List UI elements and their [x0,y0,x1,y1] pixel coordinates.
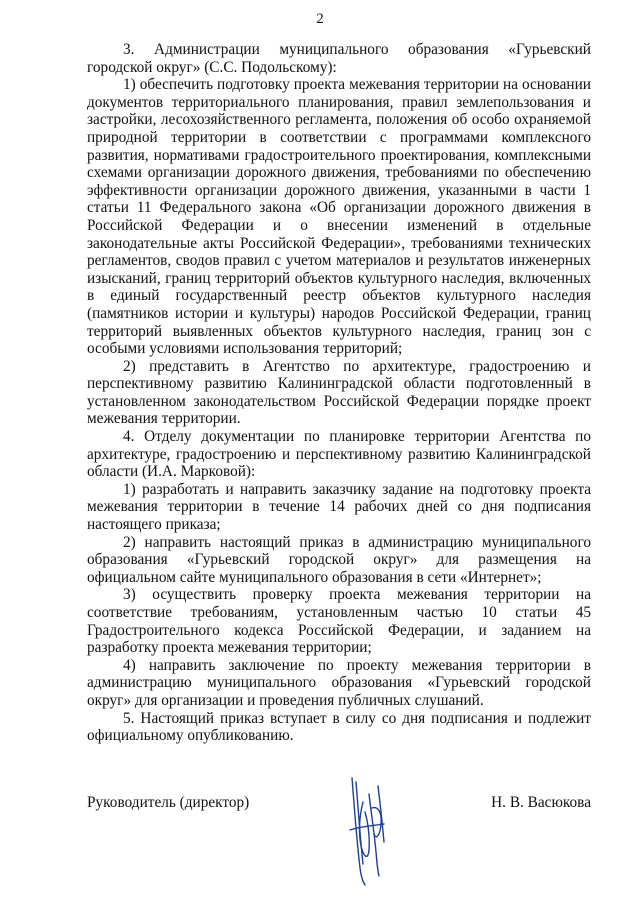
paragraph-item-3: 3. Администрации муниципального образования «Гурьевский городской округ» (С.С. Подольскому): [87,41,591,76]
signatory-position: Руководитель (директор) [87,794,250,811]
paragraph-item-3-2: 2) представить в Агентство по архитектуре, градостроению и перспективному развитию Калининградской области подготовленный в установленном законодательством Российской Федерации порядке проект межевания территории. [87,357,591,428]
handwritten-signature [338,772,398,888]
document-body [87,41,591,745]
paragraph-item-4-2: 2) направить настоящий приказ в администрацию муниципального образования «Гурьевский городской округ» для размещения на официальном сайте муниципального образования в сети «Интернет»; [87,533,591,586]
paragraph-item-5: 5. Настоящий приказ вступает в силу со дня подписания и подлежит официальному опубликованию. [87,709,591,745]
paragraph-item-4-1: 1) разработать и направить заказчику задание на подготовку проекта межевания территории в течение 14 рабочих дней со дня подписания настоящего приказа; [87,480,591,534]
paragraph-item-4-3: 3) осуществить проверку проекта межевания территории на соответствие требованиям, установленным частью 10 статьи 45 Градостроительного кодекса Российской Федерации, и заданием на разработку проекта межевания территории; [87,586,591,657]
paragraph-item-4: 4. Отделу документации по планировке территории Агентства по архитектуре, градостроению и перспективному развитию Калининградской области (И.А. Марковой): [87,428,591,481]
signatory-name: Н. В. Васюкова [491,794,591,811]
page-number: 2 [316,11,324,27]
paragraph-item-4-4: 4) направить заключение по проекту межевания территории в администрацию муниципального образования «Гурьевский городской округ» для организации и проведения публичных слушаний. [87,656,591,709]
paragraph-item-3-1: 1) обеспечить подготовку проекта межевания территории на основании документов территориального планирования, правил землепользования и застройки, лесохозяйственного регламента, положения об особо охраняемой природной территории в соответствии с программами комплексного развития, нормативами градостроительного проектирования, комплексными схемами организации дорожного движения, требованиями по обеспечению эффективности организации дорожного движения, указанными в части 1 статьи 11 Федерального закона «Об организации дорожного движения в Российской Федерации и о внесении изменений в отдельные законодательные акты Российской Федерации», требованиями технических регламентов, сводов правил с учетом материалов и результатов инженерных изысканий, границ территорий объектов культурного наследия, включенных в единый государственный реестр объектов культурного наследия (памятников истории и культуры) народов Российской Федерации, границ территорий выявленных объектов культурного наследия, границ зон с особыми условиями использования территорий; [87,76,591,358]
